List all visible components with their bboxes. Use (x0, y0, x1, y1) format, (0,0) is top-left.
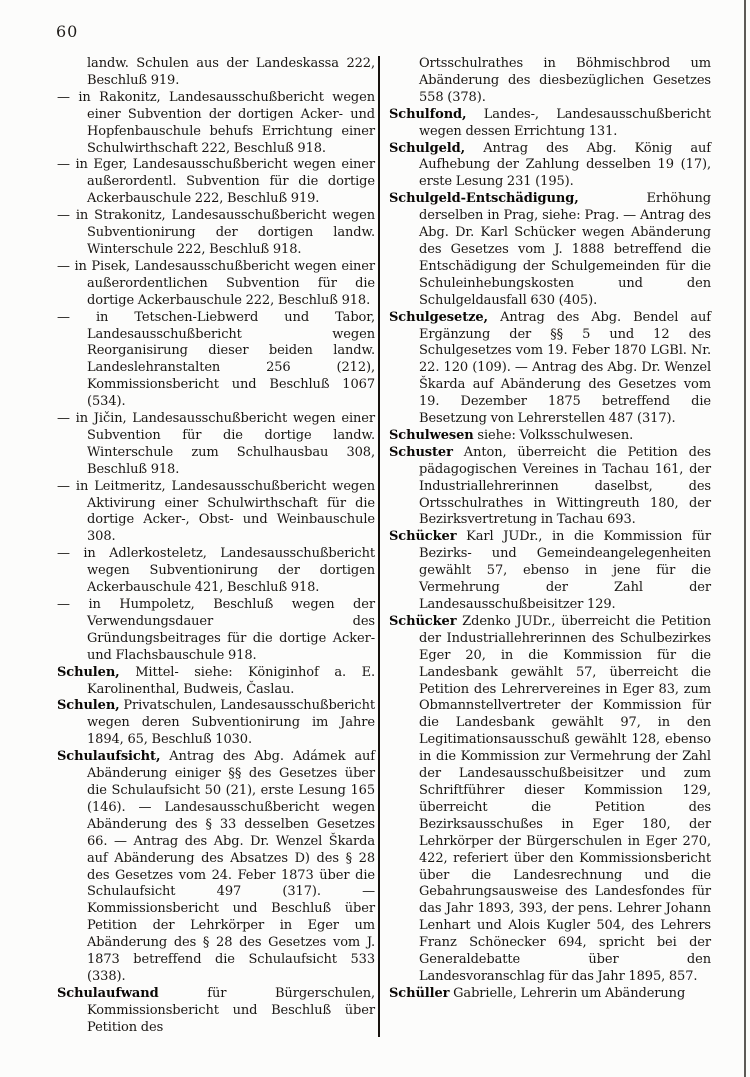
entry-text: — in Tetschen-Liebwerd und Tabor, Landesausschußbericht wegen Reorganisirung dieser beiden landw. Landeslehranstalten 256 (212), Kommissionsbericht und Beschluß 1067 (534). (57, 309, 375, 410)
index-entry (389, 986, 711, 1003)
index-columns (57, 56, 711, 1037)
entry-text: Antrag des Abg. Adámek auf Abänderung einiger §§ des Gesetzes über die Schulaufsicht 50 (21), erste Lesung 165 (146). — Landesausschußbericht wegen Abänderung des § 33 desselben Gesetzes 66. — Antrag des Abg. Dr. Wenzel Škarda auf Abänderung des Absatzes D) des § 28 des Gesetzes vom 24. Feber 1873 über die Schulaufsicht 497 (317). — Kommissionsbericht und Beschluß über Petition der Lehrkörper in Eger um Abänderung des § 28 des Gesetzes vom J. 1873 betreffend die Schulaufsicht 533 (338). (87, 749, 375, 984)
entry-text: — in Eger, Landesausschußbericht wegen einer außerordentl. Subvention für die dortige Ackerbauschule 222, Beschluß 919. (57, 157, 375, 207)
entry-text: — in Humpoletz, Beschluß wegen der Verwendungsdauer des Gründungsbeitrages für die dortige Acker- und Flachsbauschule 918. (57, 597, 375, 663)
entry-headword: Schulaufwand (57, 985, 159, 1001)
entry-headword: Schuster (389, 444, 453, 460)
entry-text: — in Leitmeritz, Landesausschußbericht wegen Aktivirung einer Schulwirthschaft für die dortige Acker-, Obst- und Weinbauschule 308. (57, 478, 375, 545)
entry-text: Privatschulen, Landesausschußbericht wegen deren Subventionirung im Jahre 1894, 65, Beschluß 1030. (87, 698, 376, 748)
entry-headword: Schulgesetze, (389, 309, 488, 325)
index-entry (389, 428, 711, 445)
entry-text: Ortsschulrathes in Böhmischbrod um Abänderung des diesbezüglichen Gesetzes 558 (378). (419, 56, 711, 105)
entry-text: landw. Schulen aus der Landeskassa 222, Beschluß 919. (87, 56, 375, 88)
entry-headword: Schulen, (57, 664, 120, 680)
index-entry (389, 107, 711, 141)
index-entry (57, 698, 375, 749)
entry-headword: Schulgeld-Entschädigung, (389, 191, 579, 207)
left-column (57, 56, 375, 1037)
entry-text: Gabrielle, Lehrerin um Abänderung (453, 985, 686, 1001)
index-entry (389, 614, 711, 986)
right-column (389, 56, 711, 1037)
entry-text: Zdenko JUDr., überreicht die Petition der Industriallehrerinnen des Schulbezirkes Eger 20, in die Kommission für die Landesbank gewählt 57, überreicht die Petition des Lehrervereines in Eger 83, zum Obmannstellvertreter der Kommission für die Landesbank gewählt 97, in den Legitimationsausschuß gewählt 128, ebenso in die Kommission zur Vermehrung der Zahl der Landesausschußbeisitzer und zum Schriftführer dieser Kommission 129, überreicht die Petition des Bezirksausschußes in Eger 180, der Lehrkörper der Bürgerschulen in Eger 270, 422, referiert über den Kommissionsbericht über die Landesrechnung und die Gebahrungsausweise des Landesfondes für das Jahr 1893, 393, der pens. Lehrer Johann Lenhart und Alois Kugler 504, des Lehrers Franz Schönecker 694, spricht bei der Generaldebatte über den Landesvoranschlag für das Jahr 1895, 857. (419, 613, 712, 984)
entry-text: Erhöhung derselben in Prag, siehe: Prag. — Antrag des Abg. Dr. Karl Schücker wegen Abänderung des Gesetzes vom J. 1888 betreffend die Entschädigung der Schulgemeinden für die Schuleinhebungskosten und den Schulgeldausfall 630 (405). (419, 191, 711, 308)
page-number: 60 (56, 22, 79, 41)
index-entry (57, 665, 375, 699)
index-subentry (57, 546, 375, 597)
index-entry (389, 445, 711, 530)
entry-headword: Schulgeld, (389, 140, 466, 156)
entry-text: Antrag des Abg. Bendel auf Ergänzung der §§ 5 und 12 des Schulgesetzes vom 19. Feber 1870 LGBl. Nr. 22. 120 (109). — Antrag des Abg. Dr. Wenzel Škarda auf Abänderung des Gesetzes vom 19. Dezember 1875 betreffend die Besetzung von Lehrerstellen 487 (317). (419, 309, 711, 427)
index-continuation (389, 56, 711, 107)
index-entry (57, 749, 375, 986)
entry-text: — in Rakonitz, Landesausschußbericht wegen einer Subvention der dortigen Acker- und Hopfenbauschule behufs Errichtung einer Schulwirthschaft 222, Beschluß 918. (57, 89, 375, 156)
entry-text: Karl JUDr., in die Kommission für Bezirks- und Gemeindeangelegenheiten gewählt 57, ebenso in jene für die Vermehrung der Zahl der Landesausschußbeisitzer 129. (419, 529, 712, 612)
entry-headword: Schulen, (57, 698, 120, 714)
index-entry (57, 986, 375, 1037)
entry-headword: Schüller (389, 985, 450, 1001)
entry-text: für Bürgerschulen, Kommissionsbericht und Beschluß über Petition des (87, 985, 376, 1035)
entry-text: — in Strakonitz, Landesausschußbericht wegen Subventionirung der dortigen landw. Winterschule 222, Beschluß 918. (57, 208, 375, 257)
index-entry (389, 310, 711, 428)
column-divider-rule (378, 56, 381, 1037)
index-subentry (57, 157, 375, 208)
page-edge-scan-line (744, 0, 746, 1077)
entry-text: — in Pisek, Landesausschußbericht wegen einer außerordentlichen Subvention für die dortige Ackerbauschule 222, Beschluß 918. (57, 258, 375, 308)
entry-headword: Schulwesen (389, 427, 474, 443)
entry-headword: Schulaufsicht, (57, 749, 161, 765)
entry-text: Mittel- siehe: Königinhof a. E. Karolinenthal, Budweis, Časlau. (87, 664, 375, 697)
index-entry (389, 191, 711, 309)
entry-text: Landes-, Landesausschußbericht wegen dessen Errichtung 131. (419, 106, 711, 139)
index-entry (389, 141, 711, 192)
index-subentry (57, 259, 375, 310)
entry-text: — in Adlerkosteletz, Landesausschußbericht wegen Subventionirung der dortigen Ackerbauschule 421, Beschluß 918. (57, 546, 375, 596)
index-continuation (57, 56, 375, 90)
entry-text: Antrag des Abg. König auf Aufhebung der Zahlung desselben 19 (17), erste Lesung 231 (195). (419, 140, 711, 190)
entry-text: — in Jičin, Landesausschußbericht wegen einer Subvention für die dortige landw. Winterschule zum Schulhausbau 308, Beschluß 918. (57, 411, 375, 477)
index-subentry (57, 90, 375, 158)
entry-headword: Schulfond, (389, 106, 467, 122)
index-subentry (57, 310, 375, 411)
entry-text: Anton, überreicht die Petition des pädagogischen Vereines in Tachau 161, der Industriallehrerinnen daselbst, des Ortsschulrathes in Wittingreuth 180, der Bezirksvertretung in Tachau 693. (419, 444, 711, 528)
index-entry (389, 529, 711, 614)
index-subentry (57, 479, 375, 547)
entry-headword: Schücker (389, 613, 457, 629)
index-subentry (57, 411, 375, 479)
index-subentry (57, 208, 375, 259)
index-subentry (57, 597, 375, 665)
entry-text: siehe: Volksschulwesen. (477, 427, 634, 443)
entry-headword: Schücker (389, 529, 457, 545)
